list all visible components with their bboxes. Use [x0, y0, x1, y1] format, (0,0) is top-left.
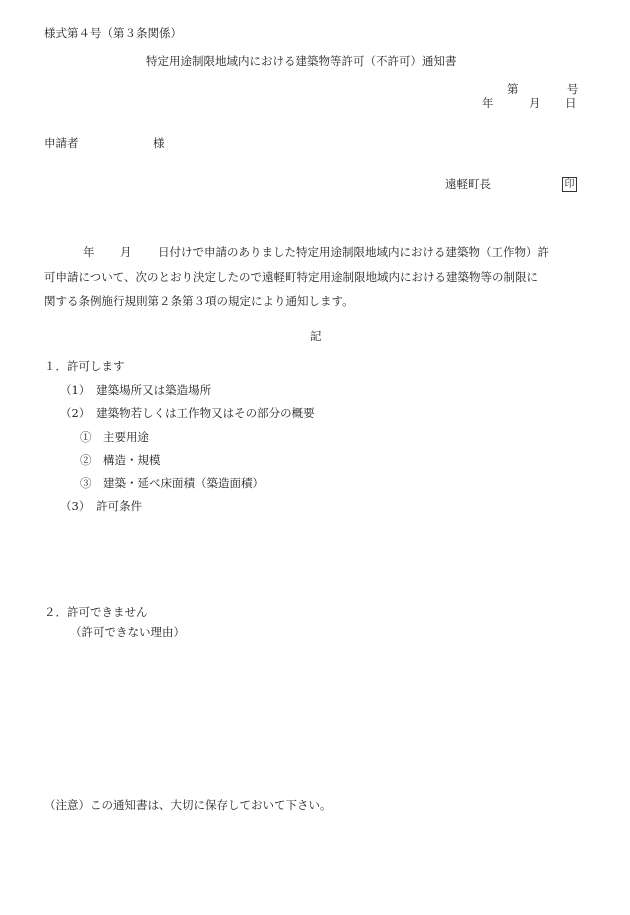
- section1-item-3: （3） 許可条件: [60, 499, 143, 513]
- section1-subitem-2: ② 構造・規模: [80, 453, 161, 467]
- body-year: 年: [83, 245, 95, 259]
- issuer-name: 遠軽町長: [445, 177, 491, 191]
- date-month: 月: [529, 96, 541, 110]
- number-suffix: 号: [567, 82, 579, 96]
- section1-subitem-1: ① 主要用途: [80, 430, 149, 444]
- section2-heading: ２．許可できません: [44, 605, 148, 619]
- body-line-3: 関する条例施行規則第２条第３項の規定により通知します。: [44, 294, 354, 308]
- form-number: 様式第４号（第３条関係）: [44, 26, 182, 40]
- section1-item-2: （2） 建築物若しくは工作物又はその部分の概要: [60, 406, 315, 420]
- section1-subitem-3: ③ 建築・延べ床面積（築造面積）: [80, 476, 264, 490]
- body-month: 月: [120, 245, 132, 259]
- section1-item-1: （1） 建築場所又は築造場所: [60, 383, 212, 397]
- document-title: 特定用途制限地域内における建築物等許可（不許可）通知書: [146, 54, 457, 68]
- body-line-1: 日付けで申請のありました特定用途制限地域内における建築物（工作物）許: [158, 245, 549, 259]
- seal-mark: 印: [562, 177, 577, 192]
- number-prefix: 第: [507, 82, 519, 96]
- date-year: 年: [482, 96, 494, 110]
- note: （注意）この通知書は、大切に保存しておいて下さい。: [44, 798, 332, 812]
- applicant-honorific: 様: [153, 136, 165, 150]
- body-line-2: 可申請について、次のとおり決定したので遠軽町特定用途制限地域内における建築物等の制限に: [44, 270, 539, 284]
- date-day: 日: [565, 96, 577, 110]
- applicant-label: 申請者: [44, 136, 79, 150]
- section2-reason-label: （許可できない理由）: [70, 625, 185, 639]
- ki-heading: 記: [310, 329, 322, 343]
- section1-heading: １．許可します: [44, 359, 125, 373]
